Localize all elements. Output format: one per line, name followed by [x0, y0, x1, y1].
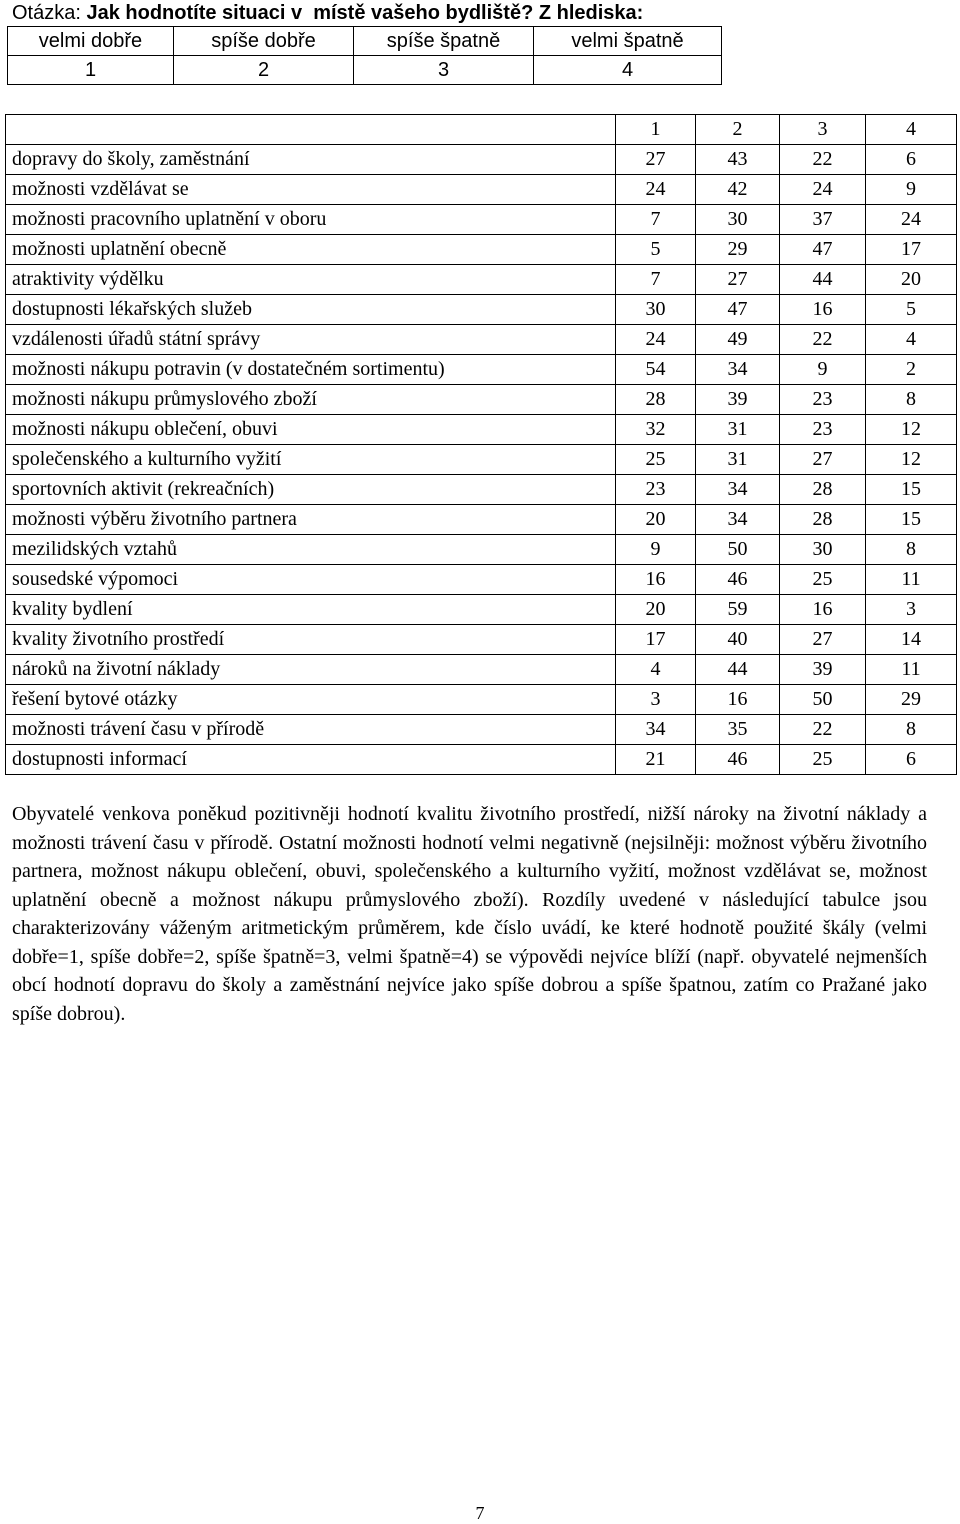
scale-label: spíše špatně	[354, 27, 534, 56]
table-row	[6, 235, 957, 265]
value-cell: 29	[696, 235, 780, 265]
table-row	[6, 655, 957, 685]
value-cell: 2	[866, 355, 957, 385]
row-label: sousedské výpomoci	[6, 565, 616, 595]
scale-value: 3	[354, 56, 534, 85]
value-cell: 29	[866, 685, 957, 715]
value-cell: 30	[616, 295, 696, 325]
value-cell: 20	[616, 595, 696, 625]
scale-label: velmi dobře	[8, 27, 174, 56]
table-row	[6, 505, 957, 535]
value-cell: 25	[780, 745, 866, 775]
value-cell: 27	[696, 265, 780, 295]
scale-label: velmi špatně	[534, 27, 722, 56]
value-cell: 25	[780, 565, 866, 595]
value-cell: 11	[866, 565, 957, 595]
value-cell: 5	[866, 295, 957, 325]
ratings-table-body	[6, 115, 957, 775]
body-paragraph: Obyvatelé venkova poněkud pozitivněji hodnotí kvalitu životního prostředí, nižší nároky na životní náklady a možnosti trávení času v přírodě. Ostatní možnosti hodnotí velmi negativně (nejsilněji: možnost výběru životního partnera, možnost nákupu oblečení, obuvi, společenského a kulturního vyžití, možnost vzdělávat se, možnost uplatnění obecně a možnost nákupu průmyslového zboží). Rozdíly uvedené v následující tabulce jsou charakterizovány váženým aritmetickým průměrem, kde číslo uvádí, ke které hodnotě použité škály (velmi dobře=1, spíše dobře=2, spíše špatně=3, velmi špatně=4) se výpovědi nejvíce blíží (např. obyvatelé nejmenších obcí hodnotí dopravu do školy a zaměstnání nejvíce jako spíše dobrou a spíše špatnou, zatím co Pražané jako spíše dobrou).	[12, 803, 927, 1025]
value-cell: 15	[866, 505, 957, 535]
value-cell: 24	[866, 205, 957, 235]
value-cell: 16	[780, 595, 866, 625]
table-row	[6, 295, 957, 325]
value-cell: 32	[616, 415, 696, 445]
question-line	[12, 0, 643, 26]
row-label: řešení bytové otázky	[6, 685, 616, 715]
scale-labels-row	[8, 27, 722, 56]
value-cell: 23	[780, 415, 866, 445]
row-label: možnosti nákupu průmyslového zboží	[6, 385, 616, 415]
value-cell: 49	[696, 325, 780, 355]
value-cell: 16	[696, 685, 780, 715]
page-number: 7	[475, 1503, 485, 1523]
value-cell: 27	[616, 145, 696, 175]
value-cell: 47	[780, 235, 866, 265]
header-cell-empty	[6, 115, 616, 145]
header-cell: 2	[696, 115, 780, 145]
row-label: dostupnosti lékařských služeb	[6, 295, 616, 325]
value-cell: 34	[696, 505, 780, 535]
value-cell: 44	[696, 655, 780, 685]
value-cell: 7	[616, 205, 696, 235]
table-row	[6, 415, 957, 445]
value-cell: 4	[616, 655, 696, 685]
value-cell: 47	[696, 295, 780, 325]
row-label: sportovních aktivit (rekreačních)	[6, 475, 616, 505]
row-label: možnosti nákupu oblečení, obuvi	[6, 415, 616, 445]
value-cell: 23	[780, 385, 866, 415]
header-cell: 3	[780, 115, 866, 145]
value-cell: 15	[866, 475, 957, 505]
table-row	[6, 325, 957, 355]
value-cell: 30	[696, 205, 780, 235]
value-cell: 27	[780, 625, 866, 655]
value-cell: 12	[866, 415, 957, 445]
row-label: možnosti nákupu potravin (v dostatečném sortimentu)	[6, 355, 616, 385]
value-cell: 6	[866, 145, 957, 175]
value-cell: 28	[780, 475, 866, 505]
table-row	[6, 445, 957, 475]
value-cell: 4	[866, 325, 957, 355]
value-cell: 34	[616, 715, 696, 745]
scale-table	[7, 26, 722, 85]
table-row	[6, 565, 957, 595]
value-cell: 24	[780, 175, 866, 205]
value-cell: 12	[866, 445, 957, 475]
value-cell: 20	[866, 265, 957, 295]
question-text: Jak hodnotíte situaci v místě vašeho bydliště? Z hlediska:	[86, 2, 644, 24]
value-cell: 39	[780, 655, 866, 685]
value-cell: 50	[780, 685, 866, 715]
row-label: kvality bydlení	[6, 595, 616, 625]
row-label: mezilidských vztahů	[6, 535, 616, 565]
value-cell: 17	[866, 235, 957, 265]
value-cell: 22	[780, 325, 866, 355]
value-cell: 21	[616, 745, 696, 775]
value-cell: 22	[780, 145, 866, 175]
row-label: kvality životního prostředí	[6, 625, 616, 655]
scale-value: 2	[174, 56, 354, 85]
value-cell: 24	[616, 175, 696, 205]
row-label: možnosti výběru životního partnera	[6, 505, 616, 535]
row-label: možnosti vzdělávat se	[6, 175, 616, 205]
row-label: dopravy do školy, zaměstnání	[6, 145, 616, 175]
table-row	[6, 715, 957, 745]
table-row	[6, 685, 957, 715]
row-label: společenského a kulturního vyžití	[6, 445, 616, 475]
value-cell: 3	[866, 595, 957, 625]
value-cell: 34	[696, 475, 780, 505]
value-cell: 46	[696, 565, 780, 595]
header-cell: 4	[866, 115, 957, 145]
table-row	[6, 205, 957, 235]
value-cell: 42	[696, 175, 780, 205]
value-cell: 39	[696, 385, 780, 415]
value-cell: 8	[866, 535, 957, 565]
row-label: možnosti trávení času v přírodě	[6, 715, 616, 745]
header-cell: 1	[616, 115, 696, 145]
value-cell: 6	[866, 745, 957, 775]
value-cell: 14	[866, 625, 957, 655]
value-cell: 11	[866, 655, 957, 685]
value-cell: 9	[780, 355, 866, 385]
value-cell: 31	[696, 415, 780, 445]
row-label: možnosti pracovního uplatnění v oboru	[6, 205, 616, 235]
table-row	[6, 625, 957, 655]
value-cell: 31	[696, 445, 780, 475]
value-cell: 54	[616, 355, 696, 385]
value-cell: 28	[616, 385, 696, 415]
value-cell: 8	[866, 715, 957, 745]
value-cell: 16	[616, 565, 696, 595]
table-row	[6, 145, 957, 175]
row-label: možnosti uplatnění obecně	[6, 235, 616, 265]
value-cell: 50	[696, 535, 780, 565]
row-label: nároků na životní náklady	[6, 655, 616, 685]
value-cell: 40	[696, 625, 780, 655]
row-label: atraktivity výdělku	[6, 265, 616, 295]
value-cell: 37	[780, 205, 866, 235]
ratings-table	[5, 114, 957, 775]
scale-values-row	[8, 56, 722, 85]
table-header-row	[6, 115, 957, 145]
row-label: dostupnosti informací	[6, 745, 616, 775]
table-row	[6, 355, 957, 385]
scale-value: 4	[534, 56, 722, 85]
table-row	[6, 385, 957, 415]
table-row	[6, 175, 957, 205]
table-row	[6, 475, 957, 505]
value-cell: 27	[780, 445, 866, 475]
value-cell: 46	[696, 745, 780, 775]
value-cell: 44	[780, 265, 866, 295]
scale-value: 1	[8, 56, 174, 85]
value-cell: 30	[780, 535, 866, 565]
question-prefix: Otázka:	[12, 2, 87, 24]
table-row	[6, 265, 957, 295]
value-cell: 22	[780, 715, 866, 745]
value-cell: 25	[616, 445, 696, 475]
value-cell: 9	[616, 535, 696, 565]
value-cell: 3	[616, 685, 696, 715]
table-row	[6, 535, 957, 565]
table-row	[6, 595, 957, 625]
value-cell: 43	[696, 145, 780, 175]
value-cell: 23	[616, 475, 696, 505]
value-cell: 16	[780, 295, 866, 325]
value-cell: 5	[616, 235, 696, 265]
value-cell: 9	[866, 175, 957, 205]
value-cell: 24	[616, 325, 696, 355]
table-row	[6, 745, 957, 775]
value-cell: 59	[696, 595, 780, 625]
value-cell: 34	[696, 355, 780, 385]
value-cell: 20	[616, 505, 696, 535]
value-cell: 35	[696, 715, 780, 745]
scale-label: spíše dobře	[174, 27, 354, 56]
value-cell: 28	[780, 505, 866, 535]
value-cell: 8	[866, 385, 957, 415]
value-cell: 7	[616, 265, 696, 295]
value-cell: 17	[616, 625, 696, 655]
row-label: vzdálenosti úřadů státní správy	[6, 325, 616, 355]
